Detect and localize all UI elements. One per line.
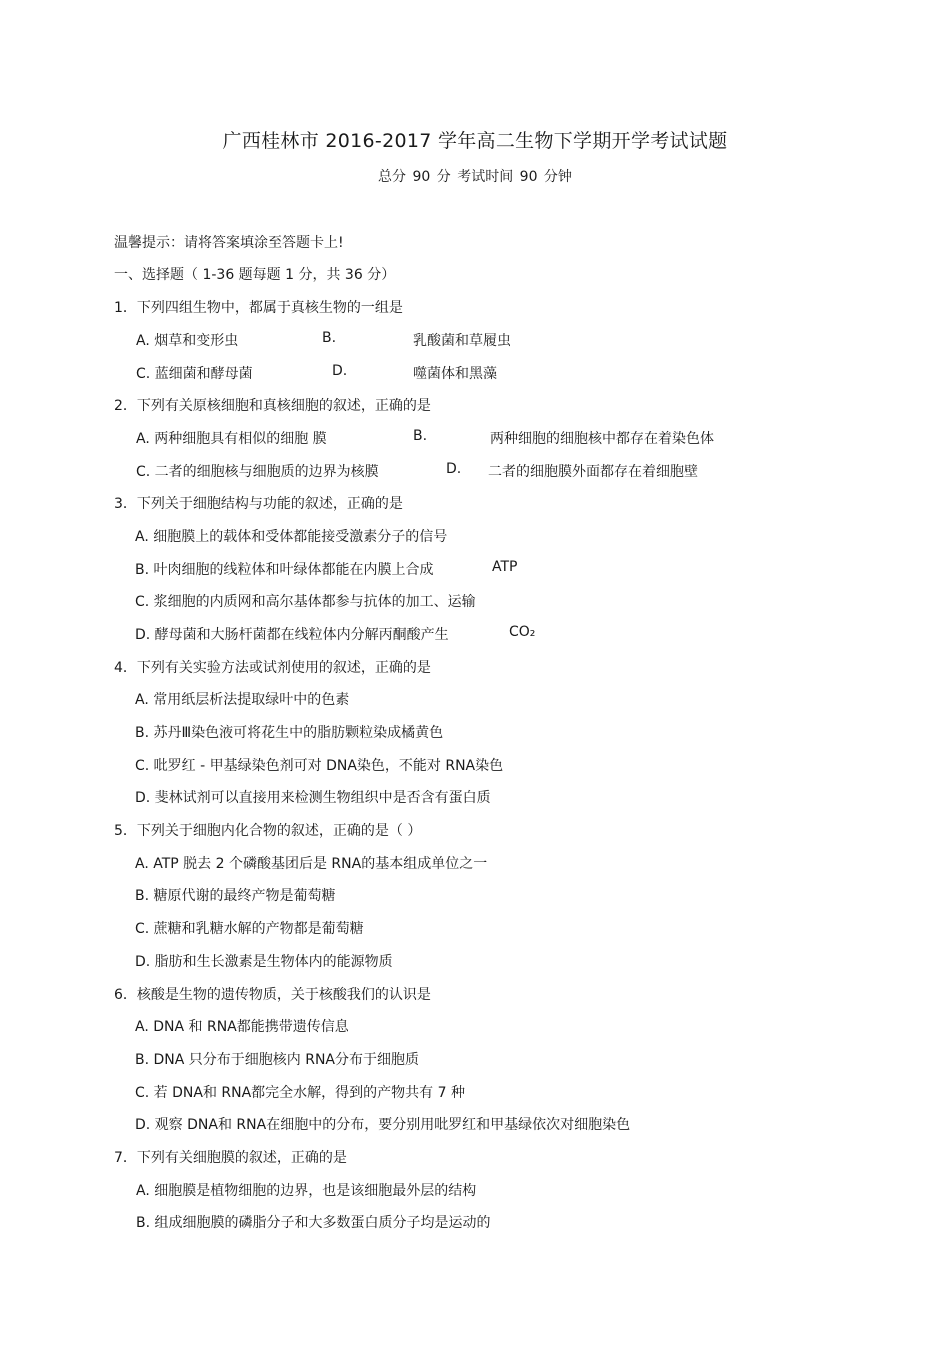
- question-2-stem: 2．下列有关原核细胞和真核细胞的叙述，正确的是: [114, 398, 431, 414]
- question-6-option-c: C. 若 DNA和 RNA都完全水解，得到的产物共有 7 种: [135, 1085, 465, 1101]
- question-6-option-a: A. DNA 和 RNA都能携带遗传信息: [135, 1019, 349, 1035]
- question-2-option-b-label: B.: [413, 428, 428, 444]
- question-2-option-d-text: 二者的细胞膜外面都存在着细胞壁: [488, 464, 698, 480]
- question-7-stem: 7．下列有关细胞膜的叙述，正确的是: [114, 1150, 347, 1166]
- question-5-option-d: D. 脂肪和生长激素是生物体内的能源物质: [135, 954, 393, 970]
- question-1-option-b-text: 乳酸菌和草履虫: [413, 333, 511, 349]
- question-1-option-b-label: B.: [322, 330, 337, 346]
- exam-title: 广西桂林市 2016-2017 学年高二生物下学期开学考试试题: [222, 130, 728, 152]
- question-2-option-d-label: D.: [446, 461, 462, 477]
- question-6-option-b: B. DNA 只分布于细胞核内 RNA分布于细胞质: [135, 1052, 420, 1068]
- question-6-option-d: D. 观察 DNA和 RNA在细胞中的分布，要分别用吡罗红和甲基绿依次对细胞染色: [135, 1117, 631, 1133]
- question-1-option-a: A. 烟草和变形虫: [136, 333, 239, 349]
- question-7-option-a: A. 细胞膜是植物细胞的边界，也是该细胞最外层的结构: [136, 1183, 477, 1199]
- question-5-option-c: C. 蔗糖和乳糖水解的产物都是葡萄糖: [135, 921, 364, 937]
- question-2-option-c: C. 二者的细胞核与细胞质的边界为核膜: [136, 464, 379, 480]
- question-1-option-d-text: 噬菌体和黑藻: [413, 366, 497, 382]
- question-3-option-b-tail: ATP: [492, 559, 518, 575]
- question-3-stem: 3．下列关于细胞结构与功能的叙述，正确的是: [114, 496, 403, 512]
- question-3-option-a: A. 细胞膜上的载体和受体都能接受激素分子的信号: [135, 529, 448, 545]
- section-heading: 一、选择题（ 1-36 题每题 1 分，共 36 分）: [114, 267, 396, 283]
- tip-text: 温馨提示：请将答案填涂至答题卡上!: [114, 235, 344, 251]
- question-1-option-c: C. 蓝细菌和酵母菌: [136, 366, 253, 382]
- question-5-option-a: A. ATP 脱去 2 个磷酸基团后是 RNA的基本组成单位之一: [135, 856, 488, 872]
- question-3-option-d: D. 酵母菌和大肠杆菌都在线粒体内分解丙酮酸产生: [135, 627, 449, 643]
- question-1-stem: 1．下列四组生物中，都属于真核生物的一组是: [114, 300, 403, 316]
- question-3-option-c: C. 浆细胞的内质网和高尔基体都参与抗体的加工、运输: [135, 594, 476, 610]
- question-4-stem: 4．下列有关实验方法或试剂使用的叙述，正确的是: [114, 660, 431, 676]
- question-1-option-d-label: D.: [332, 363, 348, 379]
- question-2-option-b-text: 两种细胞的细胞核中都存在着染色体: [490, 431, 714, 447]
- question-2-option-a: A. 两种细胞具有相似的细胞 膜: [136, 431, 327, 447]
- question-4-option-d: D. 斐林试剂可以直接用来检测生物组织中是否含有蛋白质: [135, 790, 491, 806]
- question-3-option-d-tail: CO₂: [509, 624, 536, 640]
- question-6-stem: 6．核酸是生物的遗传物质，关于核酸我们的认识是: [114, 987, 431, 1003]
- question-5-stem: 5．下列关于细胞内化合物的叙述，正确的是（ ）: [114, 823, 422, 839]
- question-3-option-b: B. 叶肉细胞的线粒体和叶绿体都能在内膜上合成: [135, 562, 434, 578]
- question-4-option-a: A. 常用纸层析法提取绿叶中的色素: [135, 692, 350, 708]
- question-4-option-c: C. 吡罗红 - 甲基绿染色剂可对 DNA染色，不能对 RNA染色: [135, 758, 504, 774]
- question-4-option-b: B. 苏丹Ⅲ染色液可将花生中的脂肪颗粒染成橘黄色: [135, 725, 444, 741]
- question-5-option-b: B. 糖原代谢的最终产物是葡萄糖: [135, 888, 336, 904]
- question-7-option-b: B. 组成细胞膜的磷脂分子和大多数蛋白质分子均是运动的: [136, 1215, 491, 1231]
- exam-subtitle: 总分 90 分 考试时间 90 分钟: [378, 169, 572, 185]
